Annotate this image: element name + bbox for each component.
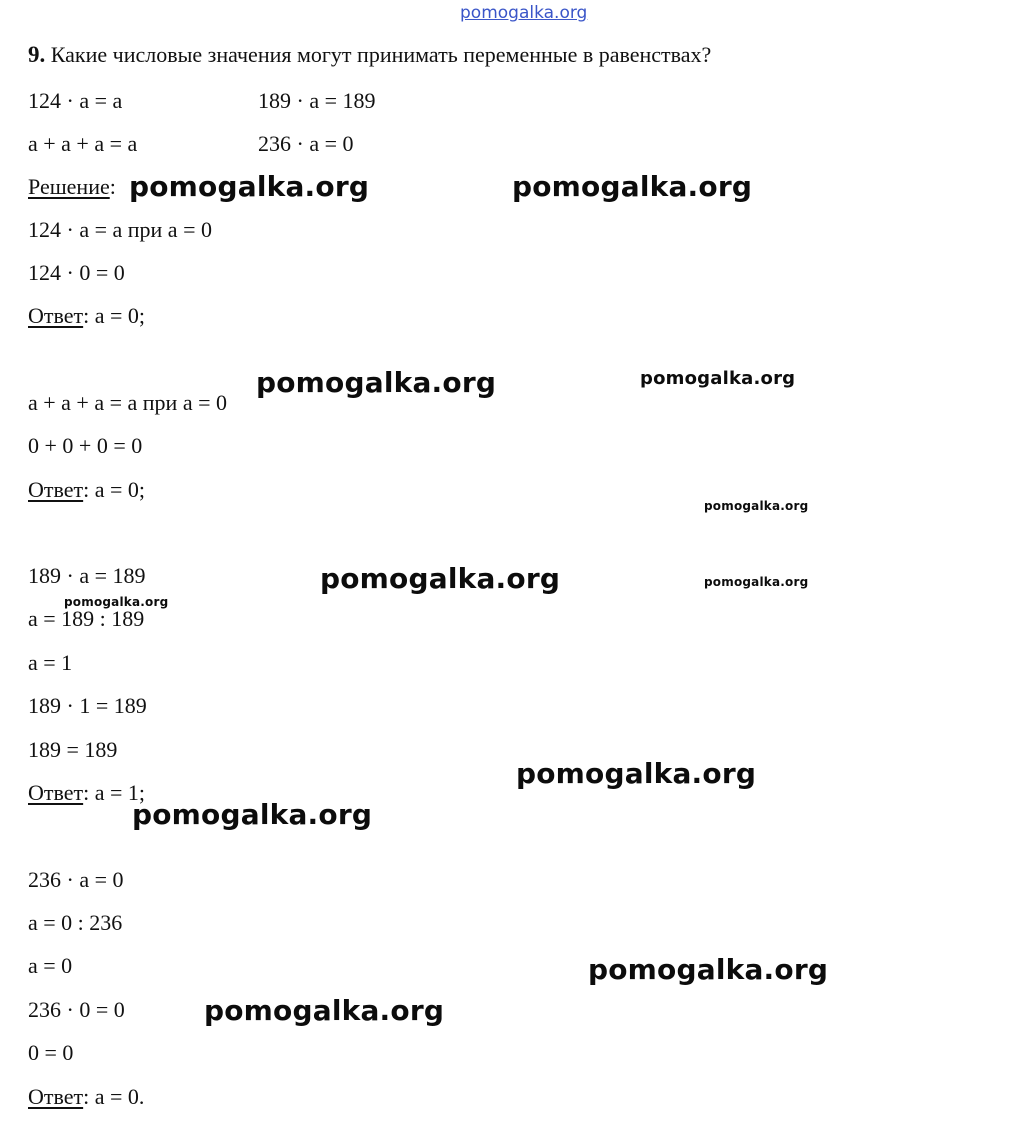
answer-value: : a = 0; bbox=[83, 303, 146, 328]
answer-value: : a = 0; bbox=[83, 477, 146, 502]
watermark: pomogalka.org bbox=[588, 953, 829, 986]
answer-line bbox=[28, 1084, 144, 1110]
watermark: pomogalka.org bbox=[256, 366, 497, 399]
answer-label: Ответ bbox=[28, 780, 84, 805]
watermark: pomogalka.org bbox=[64, 595, 169, 609]
solution-heading bbox=[28, 174, 116, 200]
watermark: pomogalka.org bbox=[132, 798, 373, 831]
solution-line: a = 0 : 236 bbox=[28, 910, 123, 935]
equation-2: a + a + a = a bbox=[28, 131, 138, 156]
answer-value: : a = 0. bbox=[83, 1084, 145, 1109]
solution-line: 124 · a = a при a = 0 bbox=[28, 217, 212, 242]
watermark: pomogalka.org bbox=[512, 170, 753, 203]
equation-3: 189 · a = 189 bbox=[258, 88, 376, 113]
watermark: pomogalka.org bbox=[320, 562, 561, 595]
task-title bbox=[28, 42, 711, 68]
solution-line: 189 · a = 189 bbox=[28, 563, 146, 588]
solution-line: 236 · 0 = 0 bbox=[28, 997, 125, 1022]
solution-line: a = 1 bbox=[28, 650, 73, 675]
answer-line bbox=[28, 303, 145, 329]
solution-label: Решение bbox=[28, 174, 110, 199]
solution-colon: : bbox=[109, 174, 116, 199]
watermark: pomogalka.org bbox=[204, 994, 445, 1027]
answer-label: Ответ bbox=[28, 303, 84, 328]
watermark: pomogalka.org bbox=[640, 368, 796, 389]
answer-line bbox=[28, 780, 145, 806]
watermark: pomogalka.org bbox=[704, 575, 809, 589]
equation-1: 124 · a = a bbox=[28, 88, 123, 113]
solution-line: a = 0 bbox=[28, 953, 73, 978]
task-question: Какие числовые значения могут принимать переменные в равенствах? bbox=[50, 42, 712, 67]
answer-value: : a = 1; bbox=[83, 780, 146, 805]
watermark: pomogalka.org bbox=[129, 170, 370, 203]
answer-label: Ответ bbox=[28, 1084, 84, 1109]
solution-line: 124 · 0 = 0 bbox=[28, 260, 125, 285]
header-watermark-link[interactable]: pomogalka.org bbox=[460, 3, 588, 23]
answer-line bbox=[28, 477, 145, 503]
solution-line: 189 · 1 = 189 bbox=[28, 693, 147, 718]
solution-line: 0 + 0 + 0 = 0 bbox=[28, 433, 143, 458]
solution-line: a = 189 : 189 bbox=[28, 606, 145, 631]
solution-line: 189 = 189 bbox=[28, 737, 118, 762]
watermark: pomogalka.org bbox=[704, 499, 809, 513]
solution-line: 0 = 0 bbox=[28, 1040, 74, 1065]
solution-line: 236 · a = 0 bbox=[28, 867, 124, 892]
task-number: 9. bbox=[28, 42, 46, 67]
watermark: pomogalka.org bbox=[516, 757, 757, 790]
solution-line: a + a + a = a при a = 0 bbox=[28, 390, 227, 415]
equation-4: 236 · a = 0 bbox=[258, 131, 354, 156]
answer-label: Ответ bbox=[28, 477, 84, 502]
